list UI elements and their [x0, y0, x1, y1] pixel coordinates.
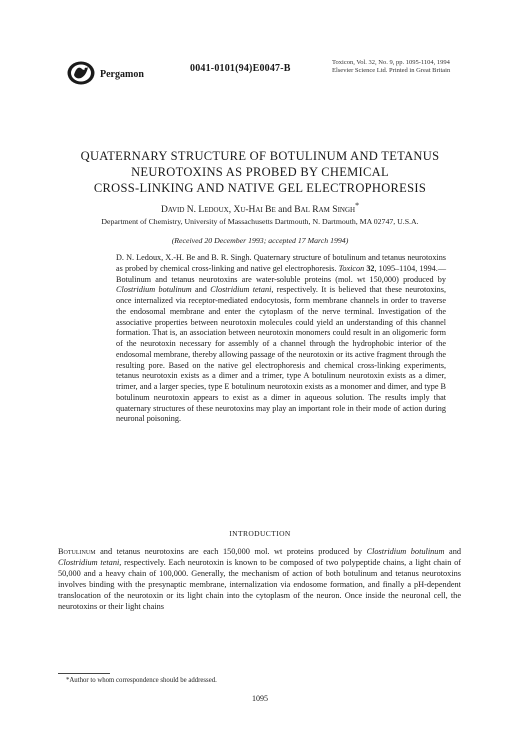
journal-info [332, 59, 450, 75]
journal-publisher-line: Elsevier Science Ltd. Printed in Great Britain [332, 67, 451, 74]
publisher-logo [66, 60, 96, 86]
abstract-text: , 1095–1104, 1994.—Botulinum and tetanus neurotoxins are water-soluble proteins (mol. wt 150,000) produced by [116, 263, 447, 284]
organism-name: Clostridium tetani [210, 285, 272, 295]
abstract-text: and [191, 285, 211, 295]
author-separator: , [228, 205, 234, 216]
author-list [40, 201, 480, 215]
received-dates: (Received 20 December 1993; accepted 17 March 1994) [171, 236, 349, 245]
organism-name: Clostridium tetani [58, 557, 120, 567]
title-line: CROSS-LINKING AND NATIVE GEL ELECTROPHORESIS [93, 181, 427, 195]
abstract-text: , respectively. It is believed that these neurotoxins, once internalized via receptor-mediated endocytosis, form membrane channels in order to traverse the endosomal membrane and enter the cytoplasm of the nerve terminal. Investigation of the associative properties between neurotoxin molecules could yield an understanding of this channel formation. That is, an association between neurotoxin monomers could result in an oligomeric form of the neurotoxin necessary for assembly of a channel through the hydrophobic interior of the endosomal membrane, thereby allowing passage of the neurotoxin or its active fragment through the resulting pore. Based on the native gel electrophoresis and chemical cross-linking experiments, tetanus neurotoxin exists as a dimer and a trimer, type A botulinum neurotoxin exists as a dimer, trimer, and a larger species, type E botulinum neurotoxin exists as a monomer and dimer, and type B botulinum neurotoxin appears to exist as a dimer in aqueous solution. The results imply that quaternary structures of these neurotoxins may play an important role in their mode of action during neuronal poisoning. [116, 285, 447, 424]
abstract [116, 253, 446, 425]
intro-text: , respectively. Each neurotoxin is known to be composed of two polypeptide chains, a light chain of 50,000 and a heavy chain of 100,000. Generally, the mechanism of action of both botulinum and tetanus neurotoxins involves binding with the presynaptic membrane, internalization via endosome formation, and finally a pH-dependent translocation of the neurotoxin or its light chain into the cytoplasm of the neuron. Once inside the neuronal cell, the neurotoxins or their light chains [58, 557, 461, 611]
page-number: 1095 [252, 694, 268, 703]
title-line: NEUROTOXINS AS PROBED BY CHEMICAL [131, 165, 389, 179]
title-line: QUATERNARY STRUCTURE OF BOTULINUM AND TETANUS [80, 149, 440, 163]
author-name: Bal Ram Singh [294, 205, 356, 216]
publisher-name: Pergamon [100, 69, 144, 80]
intro-text: and tetanus neurotoxins are each 150,000 mol. wt proteins produced by [95, 547, 367, 556]
author-name: Xu-Hai Be [233, 205, 276, 216]
volume-number: 32 [364, 263, 375, 273]
footnote-rule [58, 673, 110, 674]
intro-text: and [444, 547, 461, 556]
introduction-paragraph [58, 547, 461, 612]
author-name: David N. Ledoux [160, 205, 229, 216]
affiliation: Department of Chemistry, University of Massachusetts Dartmouth, N. Dartmouth, MA 02747, U.S.A. [101, 217, 419, 226]
organism-name: Clostridium botulinum [366, 547, 445, 556]
journal-citation: Toxicon, Vol. 32, No. 9, pp. 1095-1104, 1994 [332, 59, 450, 66]
journal-name: Toxicon [338, 263, 365, 273]
intro-first-word: Botulinum [58, 547, 96, 556]
footnote: *Author to whom correspondence should be addressed. [66, 677, 217, 684]
section-heading: INTRODUCTION [229, 529, 291, 538]
organism-name: Clostridium botulinum [116, 285, 192, 295]
article-code: 0041-0101(94)E0047-B [190, 63, 291, 74]
correspondence-mark: * [355, 201, 360, 210]
abstract-lead: D. N. Ledoux, X.-H. Be and B. R. Singh. Quaternary structure of botulinum and tetanus neurotoxins as probed by chemical cross-linking and native gel electrophoresis. [116, 253, 446, 273]
author-separator: and [275, 205, 295, 216]
paper-title [40, 148, 480, 196]
